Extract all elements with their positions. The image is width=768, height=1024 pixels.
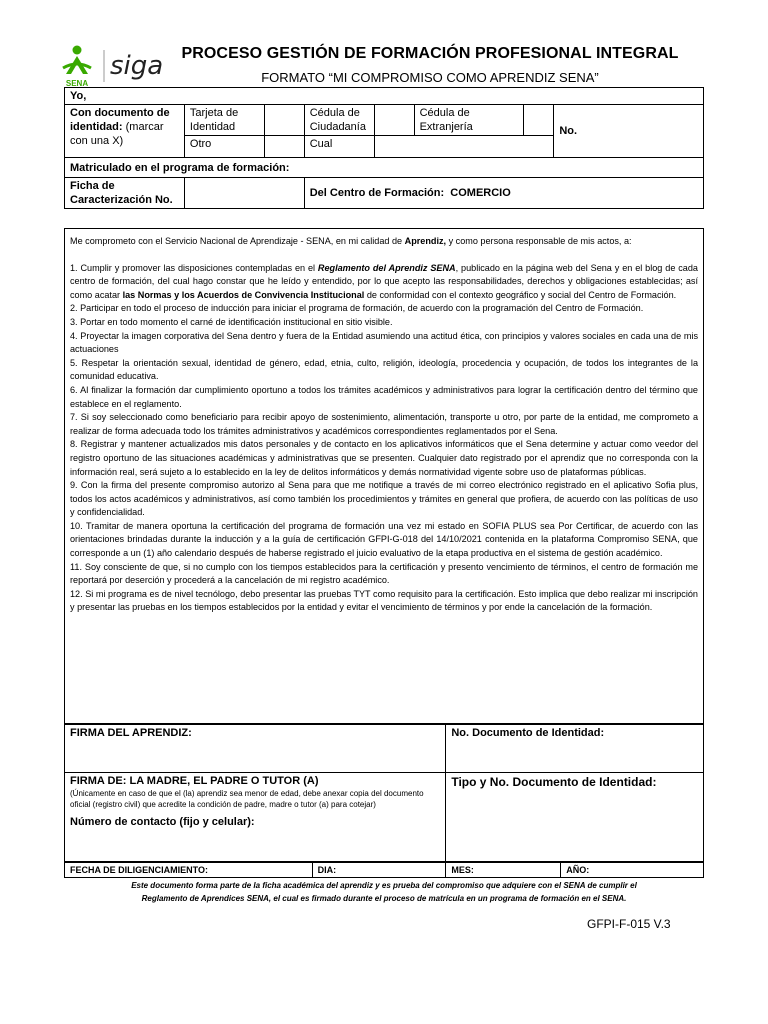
tipo-doc-field[interactable]: [446, 773, 704, 862]
tutor-note: (Únicamente en caso de que el (la) aprendiz sea menor de edad, debe anexar copia del documento oficial (registro civil) que acredite la condición de padre, madre o tutor (a) para cotejar): [70, 789, 424, 809]
tipo-doc-label: Tipo y No. Documento de Identidad:: [451, 775, 657, 789]
commitment-item-10: 10. Tramitar de manera oportuna la certificación del programa de formación una vez mi estado en SOFIA PLUS sea Por Certificar, de acuerdo con las orientaciones brindadas durante la inducción y a la guía de certificación GFPI-G-018 del 14/10/2021 contenida en la plataforma Compromiso SENA, que corresponde a un (1) año calendario después de haberse registrado el juicio evaluativo de la etapa productiva en el sistema de gestión académico.: [70, 520, 698, 559]
ce-label: Cédula de Extranjería: [414, 105, 524, 136]
contacto-label: Número de contacto (fijo y celular):: [70, 816, 255, 828]
commitments-intro: Me comprometo con el Servicio Nacional de Aprendizaje - SENA, en mi calidad de Aprendiz, y como persona responsable de mis actos, a:: [70, 236, 632, 246]
commitment-item-3: 3. Portar en todo momento el carné de identificación institucional en sitio visible.: [70, 316, 393, 327]
page-subtitle: FORMATO “MI COMPROMISO COMO APRENDIZ SENA”: [261, 70, 599, 85]
doc-identidad-label: No. Documento de Identidad:: [451, 727, 605, 739]
fecha-label: FECHA DE DILIGENCIAMIENTO:: [65, 863, 313, 878]
sena-logo-icon: [60, 44, 94, 90]
yo-field[interactable]: [65, 88, 704, 105]
tarjeta-checkbox[interactable]: [264, 105, 304, 136]
ce-checkbox[interactable]: [524, 105, 554, 136]
dia-field[interactable]: DIA:: [312, 863, 446, 878]
identity-table: [64, 87, 704, 209]
sena-logo-text: SENA: [65, 79, 89, 88]
commitment-item-11: 11. Soy consciente de que, si no cumplo con los tiempos establecidos para la certificación y presento vencimiento de términos, el centro de formación me reportará por deserción y procederá a la cancelación de mi registro académico.: [70, 561, 698, 586]
commitment-item-2: 2. Participar en todo el proceso de inducción para iniciar el programa de formación, de acuerdo con la programación del Centro de Formación.: [70, 303, 644, 314]
commitment-item-6: 6. Al finalizar la formación dar cumplimiento oportuno a todos los trámites académicos y administrativos para lograr la certificación dentro del término que establece en el reglamento.: [70, 384, 698, 409]
cual-label: Cual: [304, 136, 374, 158]
firma-aprendiz-field[interactable]: [65, 725, 446, 773]
commitment-item-7: 7. Si soy seleccionado como beneficiario para recibir apoyo de sostenimiento, alimentación, transporte u otro, por parte de la entidad, me comprometo a realizar de forma adecuada todo los trámites administrativos y académicos correspondientes reglamentados por el Sena.: [70, 412, 698, 436]
otro-checkbox[interactable]: [264, 136, 304, 158]
otro-label: Otro: [184, 136, 264, 158]
commitments-box: [64, 228, 704, 724]
cc-label: Cédula de Ciudadanía: [304, 105, 374, 136]
centro-value: COMERCIO: [450, 187, 511, 199]
footer-note: Este documento forma parte de la ficha académica del aprendiz y es prueba del compromiso que adquiere con el SENA de cumplir el Reglamento de Aprendices SENA, el cual es firmado durante el proceso de matrícula en un programa de formación en el SENA.: [131, 881, 637, 903]
siga-logo-text: siga: [110, 51, 164, 81]
document-code: GFPI-F-015 V.3: [587, 917, 671, 931]
programa-field[interactable]: [65, 158, 704, 178]
doc-number-field[interactable]: [554, 105, 704, 158]
date-row: [64, 862, 704, 878]
mes-field[interactable]: MES:: [446, 863, 561, 878]
cual-field[interactable]: [374, 136, 554, 158]
firma-tutor-field[interactable]: [65, 773, 446, 862]
centro-field: Del Centro de Formación: COMERCIO: [304, 178, 703, 209]
yo-label: Yo,: [70, 90, 87, 102]
ficha-label: Ficha de Caracterización No.: [65, 178, 185, 209]
cc-checkbox[interactable]: [374, 105, 414, 136]
tarjeta-label: Tarjeta de Identidad: [184, 105, 264, 136]
commitment-item-5: 5. Respetar la orientación sexual, identidad de género, edad, etnia, culto, religión, ideología, procedencia y ocupación, de todos los integrantes de la comunidad educativa.: [70, 357, 698, 382]
commitment-item-12: 12. Si mi programa es de nivel tecnólogo, debo presentar las pruebas TYT como requisito para la certificación. Esto implica que debo realizar mi inscripción y presentar las pruebas en los tiempos establecidos por la entidad y evitar el vencimiento de términos y por ende la cancelación de la formación.: [70, 588, 698, 613]
no-label: No.: [559, 125, 578, 137]
matriculado-label: Matriculado en el programa de formación:: [70, 161, 290, 174]
firma-tutor-label: FIRMA DE: LA MADRE, EL PADRE O TUTOR (A): [70, 775, 319, 787]
doc-type-label: Con documento de identidad: (marcar con una X): [65, 105, 185, 158]
signatures-table: [64, 724, 704, 862]
siga-logo-icon: [102, 46, 166, 86]
firma-aprendiz-label: FIRMA DEL APRENDIZ:: [70, 727, 192, 739]
commitment-item-1: 1. Cumplir y promover las disposiciones contempladas en el Reglamento del Aprendiz SENA, publicado en la página web del Sena y en el blog de cada centro de formación, del cual hago constar que he leído y entendido, por lo que acepto las responsabilidades, derechos y obligaciones establecidas; así como acatar las Normas y los Acuerdos de Convivencia Institucional de conformidad con el contexto geográfico y social del Centro de Formación.: [70, 262, 698, 300]
anio-field[interactable]: AÑO:: [561, 863, 704, 878]
commitment-item-8: 8. Registrar y mantener actualizados mis datos personales y de contacto en los aplicativos informáticos que el Sena determine y actuar como veedor del registro oportuno de las situaciones académicas y administrativas que se presenten. Cualquier dato registrado por el aprendiz que no corresponda con la información real, será sujeto a lo establecido en la ley de delitos informáticos y demás normatividad vigente sobre uso de plataformas públicas.: [70, 439, 698, 477]
commitment-item-4: 4. Proyectar la imagen corporativa del Sena dentro y fuera de la Entidad asumiendo una actitud ética, con principios y valores sociales en cada una de mis actuaciones: [70, 330, 698, 355]
ficha-field[interactable]: [184, 178, 304, 209]
page-title: PROCESO GESTIÓN DE FORMACIÓN PROFESIONAL INTEGRAL: [181, 45, 679, 62]
doc-identidad-field[interactable]: [446, 725, 704, 773]
commitment-item-9: 9. Con la firma del presente compromiso autorizo al Sena para que me notifique a través de mi correo electrónico registrado en el aplicativo Sofia plus, todos los actos académicos y administrativos, así como también los procedimientos y trámites en general que profiera, de acuerdo con las políticas de uso y confidencialidad.: [70, 480, 698, 518]
